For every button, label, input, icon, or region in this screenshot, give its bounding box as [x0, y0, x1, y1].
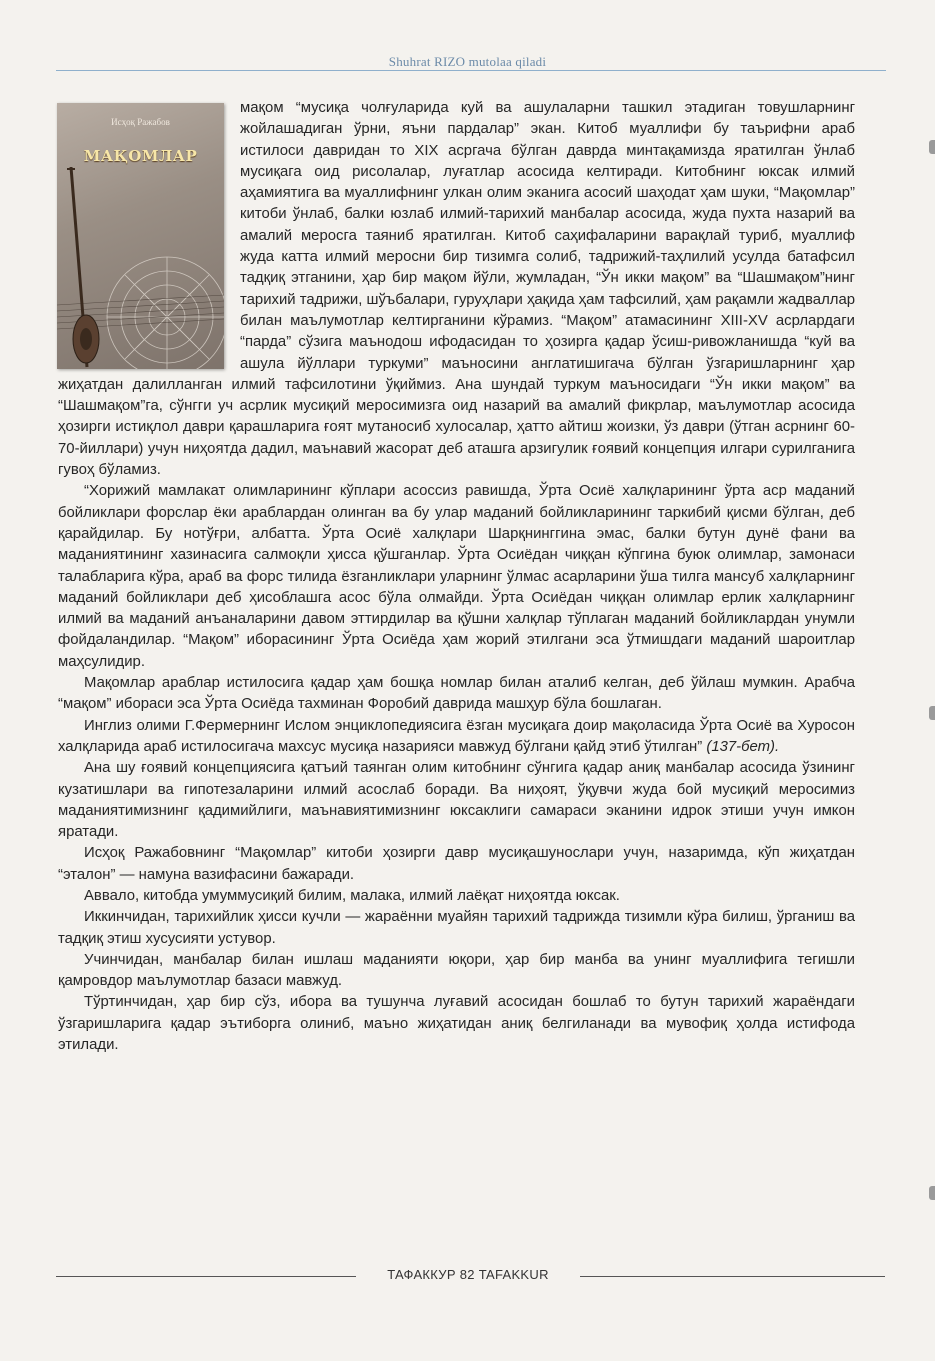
paragraph: Мақомлар араблар истилосига қадар ҳам бошқа номлар билан аталиб келган, деб ўйлаш мумкин. Арабча “мақом” ибораси эса Ўрта Осиёда тахминан Форобий даврида машҳур бўла бошлаган. [58, 675, 855, 713]
paragraph: Тўртинчидан, ҳар бир сўз, ибора ва тушунча луғавий асосидан бошлаб то бутун тарихий жараёндаги ўзгаришларига қадар эътиборга олиниб, маъно жиҳатидан аниқ белгиланади ва мувофиқ ҳолда истифода этилади. [58, 994, 855, 1054]
paragraph: Ана шу ғоявий концепциясига қатъий таянган олим китобнинг сўнгига қадар аниқ манбалар асосида ўзининг кузатишлари ва гипотезаларини илмий асослаб боради. Ва ниҳоят, ўқувчи жуда бой мусиқий меросимиз маданиятимизнинг қадимийлиги, маънавиятимизнинг юксаклиги самараси эканини идрок этиши учун имкон яратади. [58, 760, 855, 841]
paragraph: мақом “мусиқа чолғуларида куй ва ашулаларни ташкил этадиган товушларнинг жойлашадиган ўрни, яъни пардалар” экан. Китоб муаллифи бу таърифни араб истилоси давридан то XIX асргача бўлган даврда минтақамизда яратилган ўнлаб мусиқага оид рисолалар, луғатлар асосида келтиради. Китобнинг юксак илмий аҳамиятига ва муаллифнинг улкан олим эканига асосий шаҳодат ҳам шуки, “Мақомлар” китоби ўнлаб, балки юзлаб илмий-тарихий манбалар асосида, жуда пухта назарий ва амалий меросга таяниб яратилган. Китоб саҳифаларини варақлай туриб, муаллиф жуда катта илмий меросни бир тизимга солиб, тадрижий-таҳлилий усулда батафсил тадқиқ этганини, ҳар бир мақом йўли, жумладан, “Ўн икки мақом” ва “Шашмақом”нинг тарихий тадрижи, шўъбалари, гуруҳлари ҳақида ҳам тафсилий, ҳам рақамли жадваллар билан маълумотлар келтирганини кўрамиз. “Мақом” атамасининг XIII-XV асрлардаги “парда” сўзига маънодош ифодасидан то ҳозирга қадар ўсиш-ривожланишда “куй ва ашула йўллари туркуми” маъносини англатишигача бўлган ўзгаришларнинг ҳар жиҳатдан далилланган илмий тафсилотини ўқиймиз. Ана шундай туркум маъносидаги “Ўн икки мақом” ва “Шашмақом”га, сўнгги уч асрлик мусиқий меросимизга оид назарий ва амалий фикрлар, маълумотлар асосида ҳозирги истиқлол даври қарашларига ғоят мутаносиб хулосалар, ҳатто айтиш жоизки, ўз даври (ўтган асрнинг 60-70-йиллари) учун ниҳоятда дадил, маънавий жасорат деб аташга арзигулик ғоявий концепция илгари сурилганига гувоҳ бўламиз. [58, 100, 856, 479]
header-rule [56, 70, 886, 71]
paragraph: Иккинчидан, тарихийлик ҳисси кучли — жараённи муайян тарихий тадрижда тизимли кўра билиш, ўрганиш ва тадқиқ этиш хусусияти устувор. [58, 909, 855, 947]
book-cover-image [57, 103, 224, 369]
paragraph: Аввало, китобда умуммусиқий билим, малака, илмий лаёқат ниҳоятда юксак. [84, 887, 620, 904]
cover-illustration [57, 167, 224, 369]
paragraph: Исҳоқ Ражабовнинг “Мақомлар” китоби ҳозирги давр мусиқашунослари учун, назаримда, кўп жиҳатдан “эталон” — намуна вазифасини бажаради. [58, 845, 855, 883]
binder-hole [929, 706, 935, 720]
paragraph-text: Инглиз олими Г.Фермернинг Ислом энциклопедиясига ёзган мусиқага доир мақоласида Ўрта Осиё ва Хуросон халқларида араб истилосигача махсус мусиқа назарияси мавжуд бўлгани қайд этиб ўтилган” [58, 717, 855, 755]
cover-title: МАҚОМЛАР [83, 147, 198, 165]
paragraph [58, 716, 855, 759]
binder-hole [929, 140, 935, 154]
cover-author: Исҳоқ Ражабов [111, 117, 170, 127]
footer-rule-left [56, 1276, 356, 1277]
paragraph: “Хорижий мамлакат олимларининг кўплари асоссиз равишда, Ўрта Осиё халқларининг ўрта аср маданий бойликлари форслар ёки араблардан олинган ва бу улар маданий бойликларининг таркибий қисми бўлган, деб қарайдилар. Бу нотўғри, албатта. Ўрта Осиё халқлари Шарқнинггина эмас, балки бутун дунё фани ва маданиятининг хазинасига салмоқли ҳисса қўшганлар. Ўрта Осиёдан чиққан кўпгина буюк олимлар, замонаси талабларига кўра, араб ва форс тилида ёзганликлари уларнинг ўлмас асарларини ўша тилга мансуб халқларнинг маданий бойликлари деб ҳисоблашга асос бўла олмайди. Ўрта Осиёдан чиққан олимлар ерлик халқларнинг илмий ва маданий анъаналарини давом эттирдилар ва қўшни халқлар тўплаган маданий бойликлардан унумли фойдаландилар. “Мақом” иборасининг Ўрта Осиёда ҳам жорий этилгани эса ўтмишдаги маданий шароитлар маҳсулидир. [58, 483, 855, 670]
footer-page-number: ТАФАККУР 82 TAFAKKUR [387, 1267, 549, 1282]
paragraph: Учинчидан, манбалар билан ишлаш маданияти юқори, ҳар бир манба ва унинг муаллифига тегишли қамровдор маълумотлар базаси мавжуд. [58, 951, 855, 990]
binder-hole [929, 1186, 935, 1200]
footer-rule-right [580, 1276, 885, 1277]
page-reference: (137-бет). [706, 738, 780, 755]
running-head: Shuhrat RIZO mutolaa qiladi [388, 54, 547, 69]
